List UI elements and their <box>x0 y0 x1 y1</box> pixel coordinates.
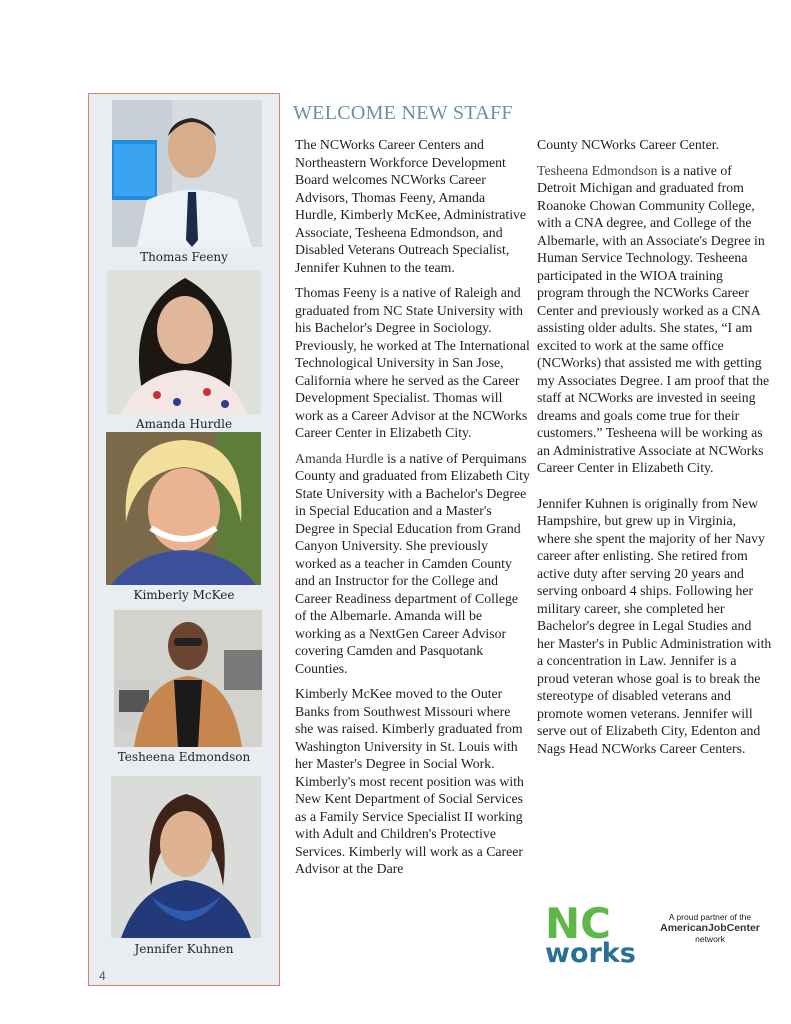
photo-amanda-hurdle <box>107 270 261 414</box>
staff-photo-sidebar <box>88 93 280 986</box>
partner-line-3: network <box>695 934 725 944</box>
photo-jennifer-kuhnen <box>111 776 261 938</box>
article-column-2 <box>537 136 772 765</box>
thomas-feeny-bio: Thomas Feeny is a native of Raleigh and graduated from NC State University with his Bachelor's Degree in Sociology. Previously, he worked at The International Technological University in San Jose, California where he served as the Career Development Specialist. Thomas will work as a Career Advisor at the NCWorks Career Center in Elizabeth City. <box>295 285 530 440</box>
caption-kimberly-mckee: Kimberly McKee <box>133 588 235 602</box>
amanda-hurdle-bio: Amanda Hurdle is a native of Perquimans County and graduated from Elizabeth City State University with a Bachelor's Degree in Special Education and a Master's Degree in Special Education from Grand Canyon University. She previously worked as a teacher in Camden County and an Instructor for the College and Career Readiness department of College of the Albemarle. Amanda will be working as a NextGen Career Advisor covering Camden and Pasquotank Counties. <box>295 450 530 676</box>
ncworks-logo-mark <box>543 898 643 968</box>
photo-thomas-feeny <box>112 100 262 247</box>
caption-jennifer-kuhnen: Jennifer Kuhnen <box>134 942 234 956</box>
page-number: 4 <box>99 969 106 983</box>
partner-line-1: A proud partner of the <box>668 912 752 922</box>
logo-works: works <box>545 938 636 968</box>
intro-paragraph: The NCWorks Career Centers and Northeastern Workforce Development Board welcomes NCWorks Career Advisors, Thomas Feeny, Amanda Hurdle, Kimberly McKee, Administrative Associate, Tesheena Edmondson, and Disabled Veterans Outreach Specialist, Jennifer Kuhnen to the team. <box>295 137 527 275</box>
logo-nc: NC <box>545 899 611 948</box>
tesheena-edmondson-name: Tesheena Edmondson <box>537 162 658 178</box>
article-column-1 <box>295 136 530 886</box>
photo-tesheena-edmondson <box>114 610 262 747</box>
tesheena-edmondson-bio: Tesheena Edmondson is a native of Detroit Michigan and graduated from Roanoke Chowan Community College, with a CNA degree, and College of the Albemarle, with an Associate's Degree in Human Service Technology. Tesheena participated in the WIOA training program through the NCWorks Career Center and previously worked as a CNA assisting older adults. She states, “I am excited to work at the same office (NCWorks) that assisted me with getting my Associates Degree. I am proof that the staff at NCWorks are invested in seeing dreams and goals come true for their customers.” Tesheena will be working as an Administrative Associate at NCWorks Career Center in Elizabeth City. <box>537 162 770 475</box>
caption-tesheena-edmondson: Tesheena Edmondson <box>117 750 251 764</box>
partner-brand: AmericanJobCenter <box>660 922 760 934</box>
caption-thomas-feeny: Thomas Feeny <box>140 250 228 264</box>
page-title: WELCOME NEW STAFF <box>293 102 513 124</box>
jennifer-kuhnen-bio: Jennifer Kuhnen is originally from New Hampshire, but grew up in Virginia, where she spent the majority of her Navy career after enlisting. She retired from active duty after serving 20 years and serving onboard 4 ships. Following her military career, she completed her Bachelor's degree in Legal Studies and her Master's in Public Administration with a concentration in Law. Jennifer is a proud veteran whose goal is to break the stereotype of disabled veterans and promote women veterans. Jennifer will serve out of Elizabeth City, Edenton and Nags Head NCWorks Career Centers. <box>537 495 772 756</box>
american-job-center-badge <box>646 912 774 945</box>
caption-amanda-hurdle: Amanda Hurdle <box>135 417 233 431</box>
kimberly-mckee-bio-continued: County NCWorks Career Center. <box>537 137 720 152</box>
amanda-hurdle-name: Amanda Hurdle <box>295 450 384 466</box>
photo-kimberly-mckee <box>106 432 261 585</box>
kimberly-mckee-bio: Kimberly McKee moved to the Outer Banks from Southwest Missouri where she was raised. Kimberly graduated from Washington University in St. Louis with her Master's Degree in Social Work. Kimberly's most recent position was with New Kent Department of Social Services as a Family Service Specialist II working with Adult and Children's Protective Services. Kimberly will work as a Career Advisor at the Dare <box>295 686 524 876</box>
